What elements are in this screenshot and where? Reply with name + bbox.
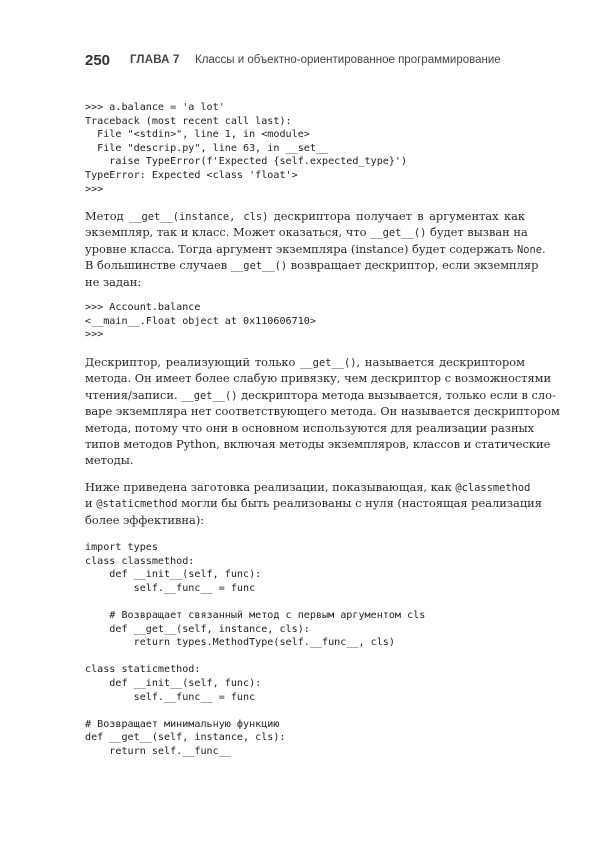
code-line: self.__func__ = func	[85, 691, 256, 703]
text-line: экземпляр, так и класс. Может оказаться, что __get__() будет вызван на	[85, 225, 528, 240]
paragraph-get-method	[85, 208, 546, 290]
code-line: >>> Account.balance	[85, 302, 201, 313]
text-line: не задан:	[85, 274, 142, 289]
text-line: метода. Он имеет более слабую привязку, чем дескриптор с возможностями	[85, 371, 552, 386]
inline-code: __get__()	[300, 357, 357, 369]
paragraph-classmethod-intro	[85, 479, 542, 528]
code-line: Traceback (most recent call last):	[85, 115, 292, 127]
code-line: def __init__(self, func):	[85, 569, 262, 581]
paragraph-method-descriptor	[85, 354, 560, 469]
code-line: File "<stdin>", line 1, in <module>	[85, 129, 310, 141]
text-line: и @staticmethod могли бы быть реализованы с нуля (настоящая реализация	[85, 496, 542, 511]
code-line: import types	[85, 542, 158, 553]
text-line: Метод __get__(instance, cls) дескриптора получает в аргументах как	[85, 209, 525, 223]
text-line: варе экземпляра нет соответствующего метода. Он называется дескриптором	[85, 404, 560, 419]
code-line: >>>	[85, 329, 104, 341]
code-line: # Возвращает минимальную функцию	[85, 718, 280, 730]
code-line: # Возвращает связанный метод с первым аргументом cls	[85, 609, 426, 621]
inline-code: __get__()	[181, 389, 238, 402]
inline-code: __get__(instance, cls)	[128, 211, 269, 223]
inline-code: @classmethod	[455, 482, 531, 494]
chapter-label: ГЛАВА 7	[130, 54, 180, 66]
code-line: <__main__.Float object at 0x110606710>	[85, 315, 316, 327]
code-line: return self.__func__	[85, 745, 231, 757]
code-line: TypeError: Expected <class 'float'>	[85, 169, 298, 181]
code-line: class classmethod:	[85, 555, 195, 567]
code-line: return types.MethodType(self.__func__, cls)	[85, 637, 395, 649]
text-line: Дескриптор, реализующий только __get__(), называется дескриптором	[85, 355, 525, 369]
inline-code: __get__()	[230, 260, 288, 273]
text-line: уровне класса. Тогда аргумент экземпляра (instance) будет содержать None.	[85, 241, 546, 256]
code-line: self.__func__ = func	[85, 582, 256, 594]
text-line: чтения/записи. __get__() дескриптора метода вызывается, только если в сло-	[85, 387, 556, 402]
text-line: Ниже приведена заготовка реализации, показывающая, как @classmethod	[85, 480, 531, 494]
code-line: def __init__(self, func):	[85, 677, 262, 689]
code-block-classmethod	[85, 541, 425, 759]
text-line: методы.	[85, 453, 134, 468]
text-line: более эффективна):	[85, 512, 205, 527]
inline-code: @staticmethod	[96, 498, 178, 511]
text-line: В большинстве случаев __get__() возвращает дескриптор, если экземпляр	[85, 258, 539, 273]
code-line: def __get__(self, instance, cls):	[85, 623, 310, 635]
text-line: типов методов Python, включая методы экземпляров, классов и статические	[85, 436, 551, 451]
inline-code: __get__()	[370, 227, 427, 240]
code-block-account-balance	[85, 301, 316, 342]
code-line: def __get__(self, instance, cls):	[85, 732, 286, 744]
text-line: метода, потому что они в основном используются для реализации разных	[85, 420, 535, 435]
page-number: 250	[85, 52, 111, 69]
code-line: >>> a.balance = 'a lot'	[85, 102, 225, 113]
code-line: File "descrip.py", line 63, in __set__	[85, 142, 329, 154]
code-line: class staticmethod:	[85, 664, 201, 676]
chapter-title: Классы и объектно-ориентированное программирование	[195, 54, 501, 66]
running-header	[85, 52, 555, 72]
code-line: raise TypeError(f'Expected {self.expected_type}')	[85, 156, 408, 168]
code-line: >>>	[85, 183, 104, 195]
code-block-traceback	[85, 101, 407, 196]
inline-code: None	[516, 243, 543, 256]
